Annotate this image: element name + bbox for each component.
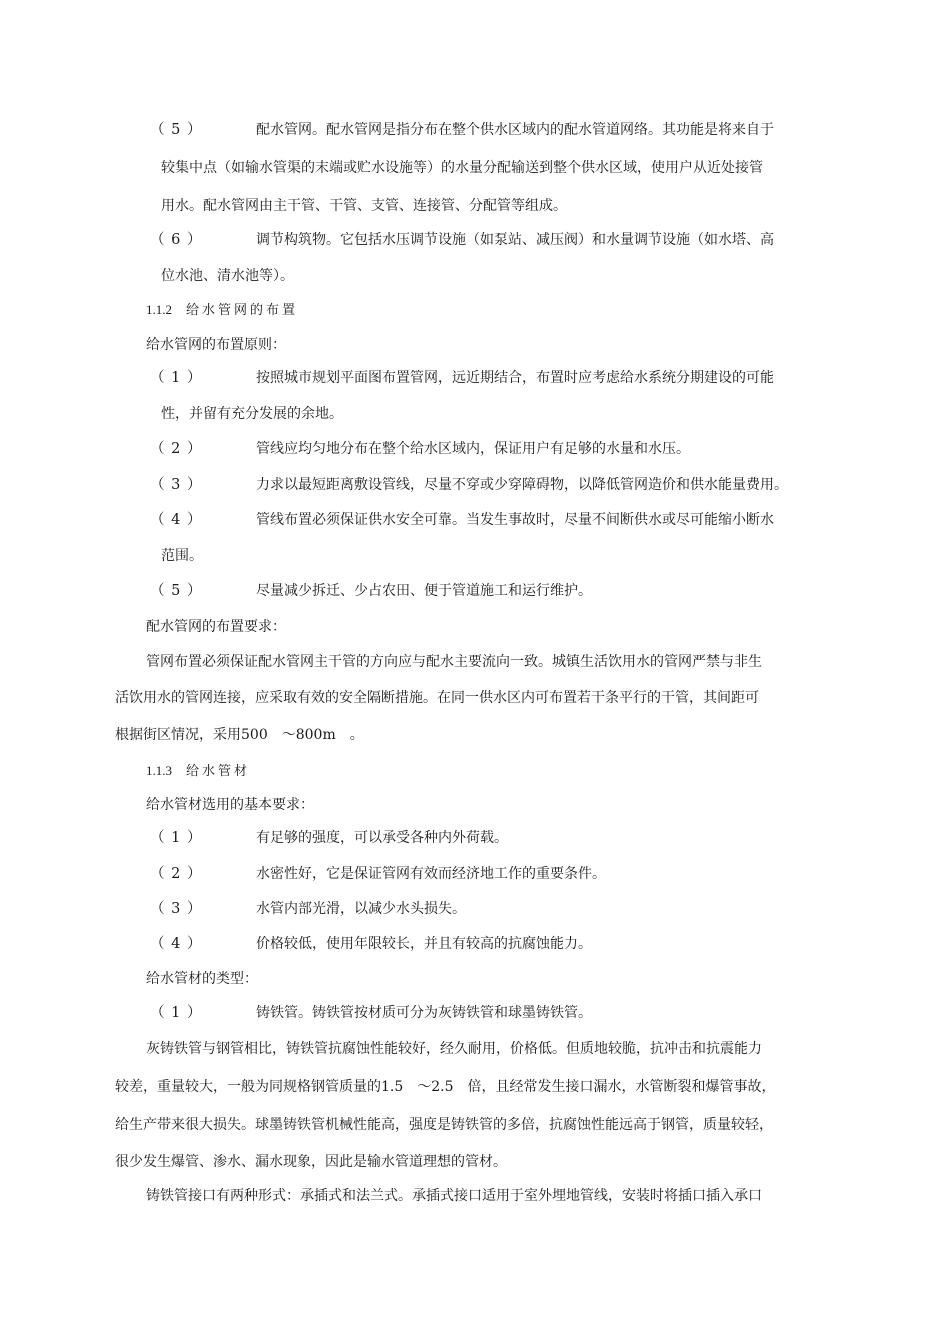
paragraph-line: 根据街区情况，采用500 ～800m 。 bbox=[115, 727, 364, 743]
list-item-text: 位水池、清水池等）。 bbox=[161, 268, 294, 284]
list-item-text: 水管内部光滑，以减少水头损失。 bbox=[256, 901, 466, 917]
list-item-number: （ 5 ） bbox=[150, 122, 203, 138]
paragraph-label: 给水管材选用的基本要求： bbox=[146, 797, 314, 813]
section-title: 给水管网的布置 bbox=[186, 303, 299, 318]
list-item-number: （ 4 ） bbox=[150, 936, 203, 952]
list-item-number: （ 3 ） bbox=[150, 901, 203, 917]
list-item-text: 力求以最短距离敷设管线，尽量不穿或少穿障碍物，以降低管网造价和供水能量费用。 bbox=[256, 477, 788, 493]
list-item-text: 按照城市规划平面图布置管网，远近期结合，布置时应考虑给水系统分期建设的可能 bbox=[256, 370, 774, 386]
list-item-text: 配水管网。配水管网是指分布在整个供水区域内的配水管道网络。其功能是将来自于 bbox=[256, 122, 774, 138]
list-item-number: （ 1 ） bbox=[150, 830, 203, 846]
list-item-text: 性，并留有充分发展的余地。 bbox=[161, 406, 343, 422]
list-item-number: （ 1 ） bbox=[150, 370, 203, 386]
list-item-number: （ 2 ） bbox=[150, 441, 203, 457]
paragraph-line: 给生产带来很大损失。球墨铸铁管机械性能高，强度是铸铁管的多倍，抗腐蚀性能远高于钢管，质量较轻， bbox=[115, 1117, 773, 1133]
paragraph-line: 活饮用水的管网连接，应采取有效的安全隔断措施。在同一供水区内可布置若干条平行的干管，其间距可 bbox=[115, 690, 759, 706]
section-number: 1.1.2 bbox=[146, 302, 172, 317]
section-number: 1.1.3 bbox=[146, 763, 172, 778]
list-item-number: （ 6 ） bbox=[150, 232, 203, 248]
list-item-text: 价格较低，使用年限较长，并且有较高的抗腐蚀能力。 bbox=[256, 936, 592, 952]
paragraph-label: 给水管材的类型： bbox=[146, 971, 258, 987]
list-item-text: 用水。配水管网由主干管、干管、支管、连接管、分配管等组成。 bbox=[161, 198, 567, 214]
list-item-number: （ 2 ） bbox=[150, 866, 203, 882]
list-item-text: 管线布置必须保证供水安全可靠。当发生事故时，尽量不间断供水或尽可能缩小断水 bbox=[256, 512, 774, 528]
section-title: 给水管材 bbox=[186, 764, 251, 779]
list-item-text: 铸铁管。铸铁管按材质可分为灰铸铁管和球墨铸铁管。 bbox=[256, 1005, 592, 1021]
list-item-text: 管线应均匀地分布在整个给水区域内，保证用户有足够的水量和水压。 bbox=[256, 441, 690, 457]
list-item-text: 有足够的强度，可以承受各种内外荷载。 bbox=[256, 830, 508, 846]
list-item-number: （ 4 ） bbox=[150, 512, 203, 528]
paragraph-line: 灰铸铁管与钢管相比，铸铁管抗腐蚀性能较好，经久耐用，价格低。但质地较脆，抗冲击和抗震能力 bbox=[146, 1041, 762, 1057]
paragraph-label: 给水管网的布置原则： bbox=[146, 337, 286, 353]
paragraph-label: 配水管网的布置要求： bbox=[146, 619, 286, 635]
paragraph-line: 管网布置必须保证配水管网主干管的方向应与配水主要流向一致。城镇生活饮用水的管网严禁与非生 bbox=[146, 654, 762, 670]
list-item-number: （ 3 ） bbox=[150, 477, 203, 493]
section-heading bbox=[146, 762, 250, 781]
list-item-number: （ 1 ） bbox=[150, 1005, 203, 1021]
list-item-text: 范围。 bbox=[161, 548, 203, 564]
list-item-text: 调节构筑物。它包括水压调节设施（如泵站、减压阀）和水量调节设施（如水塔、高 bbox=[256, 232, 774, 248]
paragraph-line: 较差，重量较大，一般为同规格钢管质量的1.5 ～2.5 倍，且经常发生接口漏水，水管断裂和爆管事故， bbox=[115, 1079, 776, 1095]
paragraph-line: 很少发生爆管、渗水、漏水现象，因此是输水管道理想的管材。 bbox=[115, 1154, 507, 1170]
section-heading bbox=[146, 301, 298, 320]
list-item-text: 尽量减少拆迁、少占农田、便于管道施工和运行维护。 bbox=[256, 583, 592, 599]
list-item-number: （ 5 ） bbox=[150, 583, 203, 599]
paragraph-line: 铸铁管接口有两种形式：承插式和法兰式。承插式接口适用于室外埋地管线，安装时将插口插入承口 bbox=[146, 1188, 762, 1204]
list-item-text: 水密性好，它是保证管网有效而经济地工作的重要条件。 bbox=[256, 866, 606, 882]
list-item-text: 较集中点（如输水管渠的末端或贮水设施等）的水量分配输送到整个供水区域，使用户从近处接管 bbox=[161, 160, 763, 176]
